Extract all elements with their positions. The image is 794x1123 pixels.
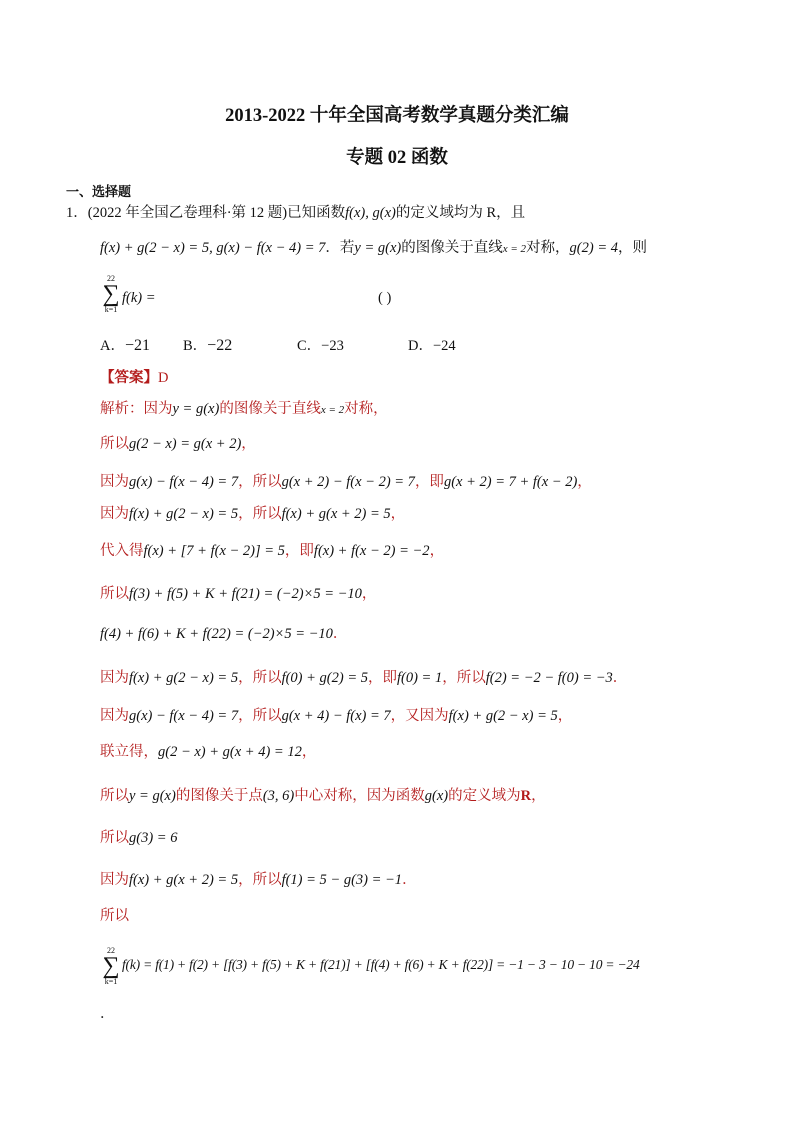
problem-line-2 — [100, 238, 647, 259]
problem-blank: ( ) — [378, 290, 392, 306]
final-sum-upper: 22 — [107, 946, 115, 955]
option-a: A．−21 — [100, 337, 151, 354]
answer-label: 【答案】 — [100, 370, 158, 386]
solution-line-4: 因为f(x) + g(2 − x) = 5，所以f(x) + g(x + 2) = 5， — [100, 506, 406, 522]
solution-line-2: 所以g(2 − x) = g(x + 2)， — [100, 436, 256, 452]
problem-line-eq: x = 2 — [502, 243, 527, 255]
page-title: 2013-2022 十年全国高考数学真题分类汇编 — [225, 106, 569, 126]
solution-line-10: 联立得，g(2 − x) + g(x + 4) = 12， — [100, 744, 317, 760]
final-sum-symbol — [100, 946, 122, 986]
problem-y-eq: y = g(x) — [354, 240, 402, 256]
final-dot: ． — [100, 1006, 115, 1022]
answer-value: D — [158, 370, 169, 386]
option-c: C．−23 — [297, 338, 344, 354]
final-sum-lower: k=1 — [104, 977, 118, 986]
problem-prefix: 1．(2022 年全国乙卷理科·第 12 题)已知函数 — [66, 205, 346, 221]
solution-line-6: 所以f(3) + f(5) + K + f(21) = (−2)×5 = −10， — [100, 586, 377, 602]
page-subtitle: 专题 02 函数 — [346, 148, 448, 168]
problem-line-1 — [66, 203, 525, 223]
solution-line-11: 所以y = g(x)的图像关于点(3, 6)中心对称，因为函数g(x)的定义域为R， — [100, 788, 546, 804]
answer-line — [100, 368, 168, 388]
solution-line-3: 因为g(x) − f(x − 4) = 7，所以g(x + 2) − f(x − 2) = 7，即g(x + 2) = 7 + f(x − 2)， — [100, 474, 592, 490]
problem-sum-symbol — [100, 274, 122, 314]
solution-line-13: 因为f(x) + g(x + 2) = 5，所以f(1) = 5 − g(3) = −1． — [100, 872, 417, 888]
solution-line-9: 因为g(x) − f(x − 4) = 7，所以g(x + 4) − f(x) = 7，又因为f(x) + g(2 − x) = 5， — [100, 708, 573, 724]
solution-line-5: 代入得f(x) + [7 + f(x − 2)] = 5，即f(x) + f(x − 2) = −2， — [100, 543, 445, 559]
solution-line-1: 解析：因为y = g(x)的图像关于直线x = 2对称， — [100, 401, 388, 417]
solution-line-7: f(4) + f(6) + K + f(22) = (−2)×5 = −10． — [100, 626, 348, 642]
sigma-icon: ∑ — [102, 281, 120, 307]
solution-line-12: 所以g(3) = 6 — [100, 830, 178, 846]
problem-sum-body: f(k) = — [122, 290, 156, 306]
section-heading: 一、选择题 — [66, 184, 132, 199]
problem-then: ，则 — [617, 240, 647, 256]
option-d: D．−24 — [408, 338, 456, 354]
problem-conditions: f(x) + g(2 − x) = 5, g(x) − f(x − 4) = 7 — [100, 240, 326, 256]
problem-sum-upper: 22 — [107, 274, 115, 283]
option-b: B．−22 — [183, 337, 233, 354]
problem-sym-end: 对称， — [526, 240, 570, 256]
problem-cond-mid: ．若 — [325, 240, 355, 256]
problem-sum-lower: k=1 — [104, 305, 118, 314]
problem-g2: g(2) = 4 — [569, 240, 618, 256]
solution-line-8: 因为f(x) + g(2 − x) = 5，所以f(0) + g(2) = 5，即f(0) = 1，所以f(2) = −2 − f(0) = −3． — [100, 670, 628, 686]
final-sum-body: f(k) = f(1) + f(2) + [f(3) + f(5) + K + f(21)] + [f(4) + f(6) + K + f(22)] = −1 − 3 − 10 − 10 = −24 — [122, 957, 640, 972]
problem-sym-text: 的图像关于直线 — [401, 240, 503, 256]
problem-functions: f(x), g(x) — [345, 205, 396, 221]
solution-line-14: 所以 — [100, 908, 129, 924]
problem-domain-text: 的定义域均为 R，且 — [395, 205, 526, 221]
sigma-icon: ∑ — [102, 953, 120, 979]
